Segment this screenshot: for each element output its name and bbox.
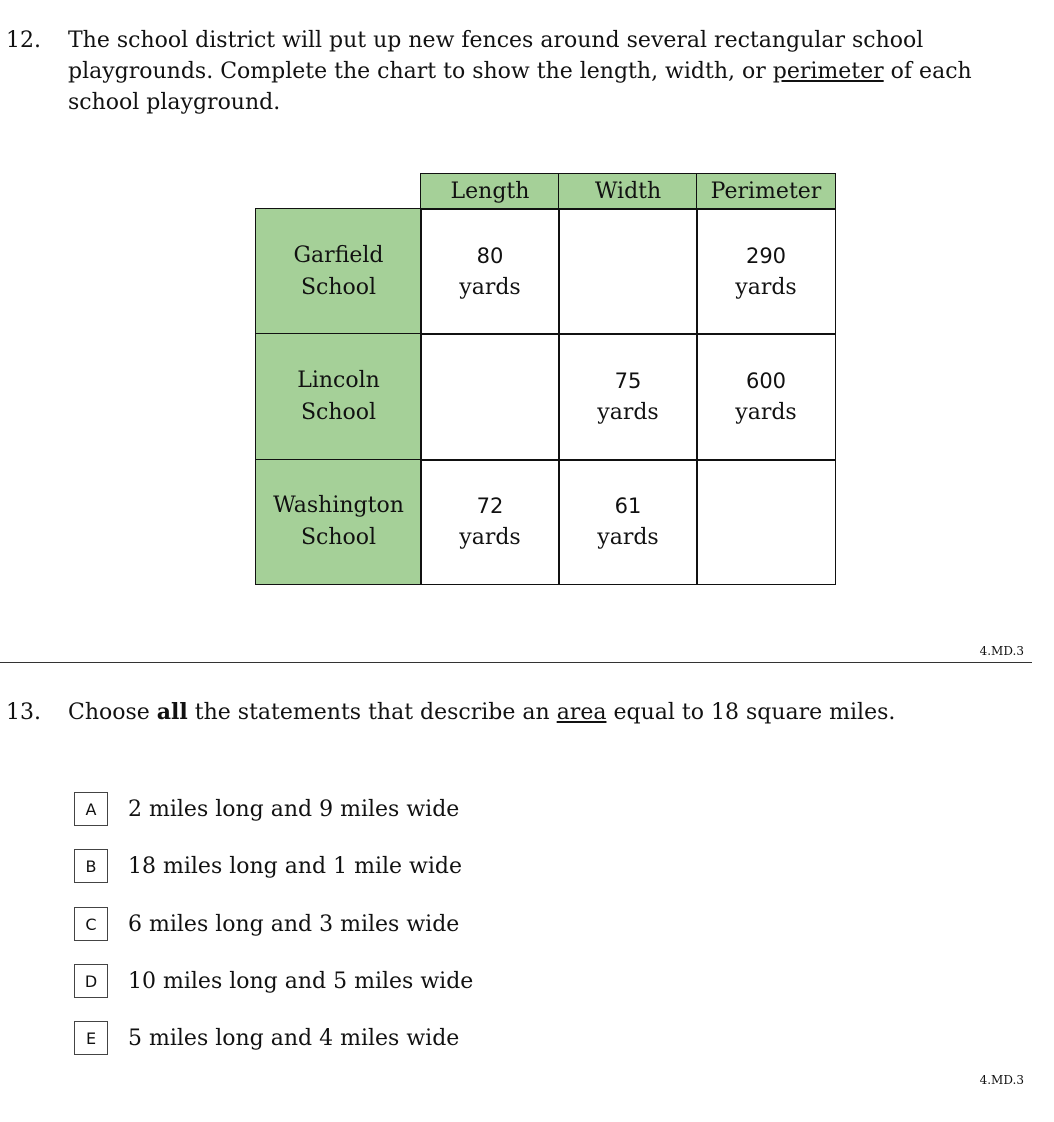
option-c[interactable] (74, 906, 459, 942)
row-label-line: School (300, 274, 377, 300)
question-12-line-2-start: playgrounds. Complete the chart to show the length, width, or (68, 59, 773, 84)
option-e[interactable] (74, 1020, 459, 1056)
cell-unit: yards (597, 400, 659, 425)
cell-number: 600 (745, 369, 787, 393)
option-b[interactable] (74, 848, 462, 884)
row-label-line: School (300, 400, 377, 425)
standard-code-q13: 4.MD.3 (979, 1073, 1024, 1087)
cell-unit: yards (735, 274, 797, 300)
question-12-line-2 (68, 56, 1028, 87)
cell-unit: yards (597, 525, 659, 550)
row-label-line: Garfield (293, 242, 384, 268)
option-e-letter[interactable]: E (74, 1021, 108, 1055)
cell-number: 61 (614, 494, 642, 518)
question-13-text-end: equal to 18 square miles. (606, 700, 896, 725)
option-a[interactable] (74, 791, 459, 827)
header-perimeter: Perimeter (696, 173, 836, 210)
cell-number: 75 (614, 369, 642, 393)
header-length: Length (420, 173, 560, 210)
header-width: Width (558, 173, 698, 210)
row-label-garfield (255, 208, 422, 335)
option-c-text: 6 miles long and 3 miles wide (128, 911, 460, 937)
area-vocab-link: area (556, 700, 607, 725)
cell-number: 290 (745, 243, 787, 268)
option-a-text: 2 miles long and 9 miles wide (128, 796, 460, 822)
option-b-text: 18 miles long and 1 mile wide (128, 853, 463, 879)
perimeter-vocab-link: perimeter (772, 59, 884, 84)
option-e-text: 5 miles long and 4 miles wide (128, 1025, 460, 1051)
option-d-text: 10 miles long and 5 miles wide (128, 968, 474, 994)
question-13-text-start: Choose (68, 700, 157, 725)
cell-number: 72 (476, 494, 504, 518)
question-divider (0, 662, 1032, 663)
row-label-lincoln (255, 333, 422, 461)
question-12-prompt (68, 25, 1028, 118)
question-13-bold-word: all (156, 699, 188, 725)
row-label-line: School (300, 525, 377, 550)
question-12-line-3: school playground. (68, 90, 281, 115)
question-12-number: 12. (6, 28, 41, 53)
cell-unit: yards (459, 274, 521, 300)
cell-unit: yards (735, 400, 797, 425)
garfield-length-cell (420, 208, 560, 335)
washington-perimeter-cell[interactable] (696, 459, 836, 585)
option-a-letter[interactable]: A (74, 792, 108, 826)
lincoln-width-cell (558, 333, 698, 461)
lincoln-perimeter-cell (696, 333, 836, 461)
row-label-line: Washington (273, 493, 404, 518)
question-13-prompt (68, 697, 1028, 728)
option-d[interactable] (74, 963, 473, 999)
row-label-washington (255, 459, 422, 585)
standard-code-q12: 4.MD.3 (979, 644, 1024, 658)
cell-number: 80 (476, 243, 504, 268)
option-d-letter[interactable]: D (74, 964, 108, 998)
garfield-perimeter-cell (696, 208, 836, 335)
question-12-line-2-end: of each (883, 59, 972, 84)
garfield-width-cell[interactable] (558, 208, 698, 335)
lincoln-length-cell[interactable] (420, 333, 560, 461)
washington-length-cell (420, 459, 560, 585)
option-b-letter[interactable]: B (74, 849, 108, 883)
row-label-line: Lincoln (297, 368, 380, 393)
option-c-letter[interactable]: C (74, 907, 108, 941)
cell-unit: yards (459, 525, 521, 550)
washington-width-cell (558, 459, 698, 585)
question-13-text-middle: the statements that describe an (187, 700, 557, 725)
question-12-line-1: The school district will put up new fences around several rectangular school (68, 28, 924, 53)
question-13-number: 13. (6, 700, 41, 725)
